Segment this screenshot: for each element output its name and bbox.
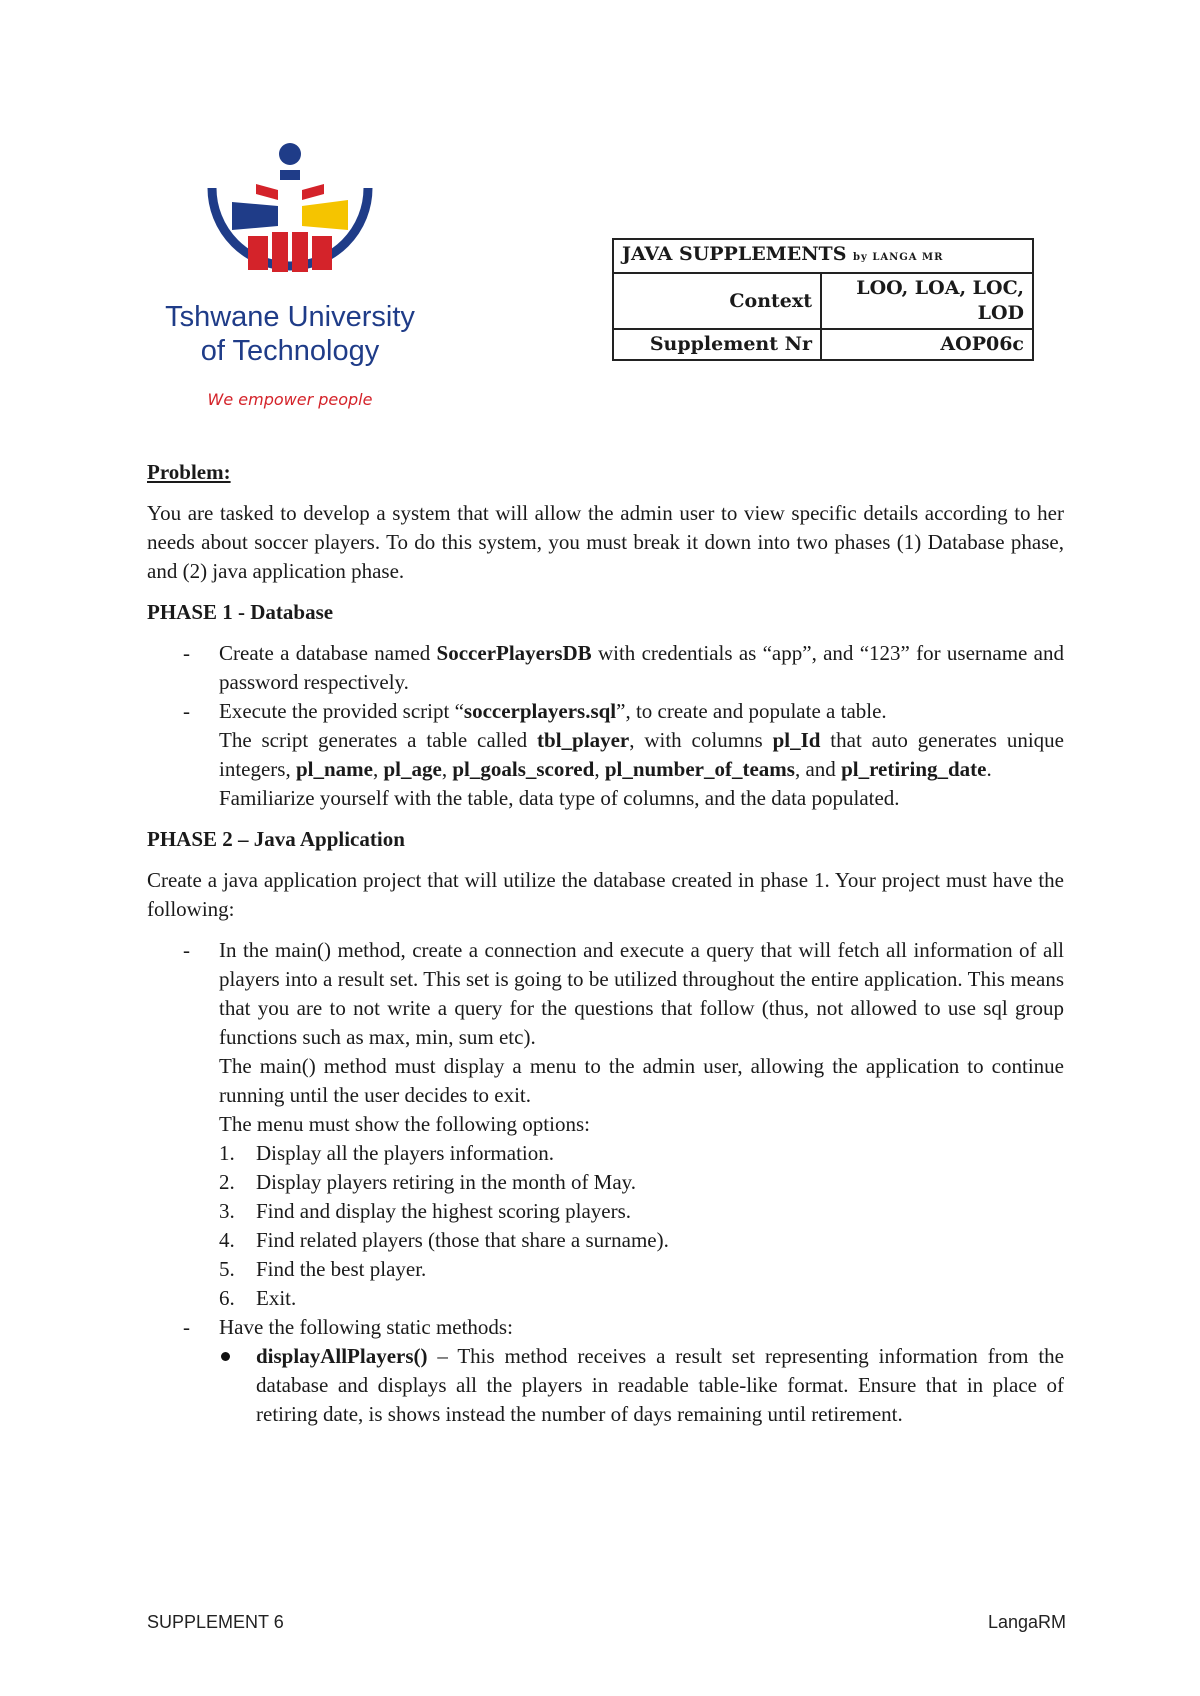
phase2-item-main-method — [147, 936, 1064, 1313]
static-method-item — [219, 1342, 1064, 1429]
problem-heading: Problem: — [147, 460, 231, 484]
university-name — [140, 300, 440, 368]
footer-left: SUPPLEMENT 6 — [147, 1612, 284, 1632]
text-run: ”, to create and populate a table. — [616, 699, 887, 723]
option-text: Find and display the highest scoring players. — [256, 1199, 632, 1223]
text-run: , and — [794, 757, 842, 781]
option-text: Exit. — [256, 1286, 297, 1310]
phase1-table-description — [219, 726, 1064, 784]
column-name: pl_Id — [772, 728, 821, 752]
text-run: . — [986, 757, 992, 781]
phase1-familiarize-text: Familiarize yourself with the table, data type of columns, and the data populated. — [219, 786, 900, 810]
menu-options-list — [219, 1139, 1064, 1313]
menu-option — [219, 1226, 1064, 1255]
supplement-info-table — [612, 238, 1034, 361]
text-run: , with columns — [629, 728, 773, 752]
option-text: Find the best player. — [256, 1257, 427, 1281]
static-methods-intro: Have the following static methods: — [219, 1315, 513, 1339]
option-text: Display all the players information. — [256, 1141, 555, 1165]
column-name: pl_name — [295, 757, 373, 781]
footer-right: LangaRM — [987, 1612, 1066, 1632]
column-name: pl_retiring_date — [841, 757, 987, 781]
text-run: , — [594, 757, 605, 781]
option-number: 2. — [219, 1170, 235, 1194]
dash-marker: - — [183, 641, 190, 665]
context-label: Context — [613, 273, 821, 329]
option-text: Display players retiring in the month of May. — [256, 1170, 637, 1194]
phase1-item-execute-script-text — [219, 697, 1064, 726]
phase2-heading: PHASE 2 – Java Application — [147, 827, 405, 851]
option-number: 5. — [219, 1257, 235, 1281]
context-value-line1: LOO, LOA, LOC, — [856, 277, 1024, 299]
column-name: pl_goals_scored — [452, 757, 595, 781]
tut-emblem-icon — [198, 140, 382, 290]
phase1-item-create-db-text — [219, 639, 1064, 697]
supplement-title-cell — [613, 239, 1033, 273]
context-value-line2: LOD — [977, 302, 1024, 324]
text-run: with credentials as “app”, and “123” for username and password respectively. — [219, 641, 1064, 694]
supplement-title: JAVA SUPPLEMENTS — [622, 243, 847, 265]
option-number: 1. — [219, 1141, 235, 1165]
column-name: pl_age — [383, 757, 442, 781]
option-text: Find related players (those that share a surname). — [256, 1228, 669, 1252]
problem-text: You are tasked to develop a system that will allow the admin user to view specific details according to her needs about soccer players. To do this system, you must break it down into two phases (1) Database phase, and (2) java application phase. — [147, 501, 1064, 583]
document-body — [147, 458, 1064, 1441]
option-number: 6. — [219, 1286, 235, 1310]
text-run: , — [373, 757, 384, 781]
dash-marker: - — [183, 699, 190, 723]
university-logo — [140, 140, 440, 420]
option-number: 4. — [219, 1228, 235, 1252]
script-name: soccerplayers.sql — [463, 699, 617, 723]
dash-marker: - — [183, 938, 190, 962]
phase1-heading: PHASE 1 - Database — [147, 600, 334, 624]
university-name-line2: of Technology — [200, 335, 380, 367]
supplement-author: by LANGA MR — [853, 252, 944, 263]
menu-option — [219, 1168, 1064, 1197]
menu-option — [219, 1255, 1064, 1284]
text-run: Create a database named — [219, 641, 437, 665]
bullet-icon — [221, 1352, 230, 1361]
column-name: pl_number_of_teams — [604, 757, 795, 781]
database-name: SoccerPlayersDB — [436, 641, 592, 665]
text-run: The script generates a table called — [219, 728, 538, 752]
menu-option — [219, 1139, 1064, 1168]
table-name: tbl_player — [537, 728, 630, 752]
menu-option — [219, 1284, 1064, 1313]
supplement-nr-label: Supplement Nr — [613, 329, 821, 360]
method-name: displayAllPlayers() — [256, 1344, 428, 1368]
main-method-menu-description: The main() method must display a menu to the admin user, allowing the application to continue running until the user decides to exit. — [219, 1054, 1064, 1107]
phase2-list — [147, 936, 1064, 1429]
supplement-nr-value: AOP06c — [821, 329, 1033, 360]
phase1-item-execute-script — [147, 697, 1064, 813]
static-methods-list — [219, 1342, 1064, 1429]
dash-marker: - — [183, 1315, 190, 1339]
option-number: 3. — [219, 1199, 235, 1223]
phase1-list — [147, 639, 1064, 813]
method-description: – This method receives a result set representing information from the database and displays all the players in readable table-like format. Ensure that in place of retiring date, is shows instead the number of days remaining until retirement. — [256, 1344, 1064, 1426]
text-run: , — [441, 757, 453, 781]
phase2-item-static-methods — [147, 1313, 1064, 1429]
university-name-line1: Tshwane University — [165, 301, 415, 333]
phase2-intro: Create a java application project that will utilize the database created in phase 1. Your project must have the following: — [147, 868, 1064, 921]
text-run: that auto generates unique integers, — [219, 728, 1064, 781]
context-value — [821, 273, 1033, 329]
university-motto: We empower people — [207, 390, 373, 409]
phase1-item-create-db — [147, 639, 1064, 697]
menu-option — [219, 1197, 1064, 1226]
text-run: Execute the provided script “ — [219, 699, 464, 723]
main-method-description: In the main() method, create a connection and execute a query that will fetch all information of all players into a result set. This set is going to be utilized throughout the entire application. This means that you are to not write a query for the questions that follow (thus, not allowed to use sql group functions such as max, min, sum etc). — [219, 938, 1064, 1049]
menu-options-intro: The menu must show the following options: — [219, 1112, 590, 1136]
